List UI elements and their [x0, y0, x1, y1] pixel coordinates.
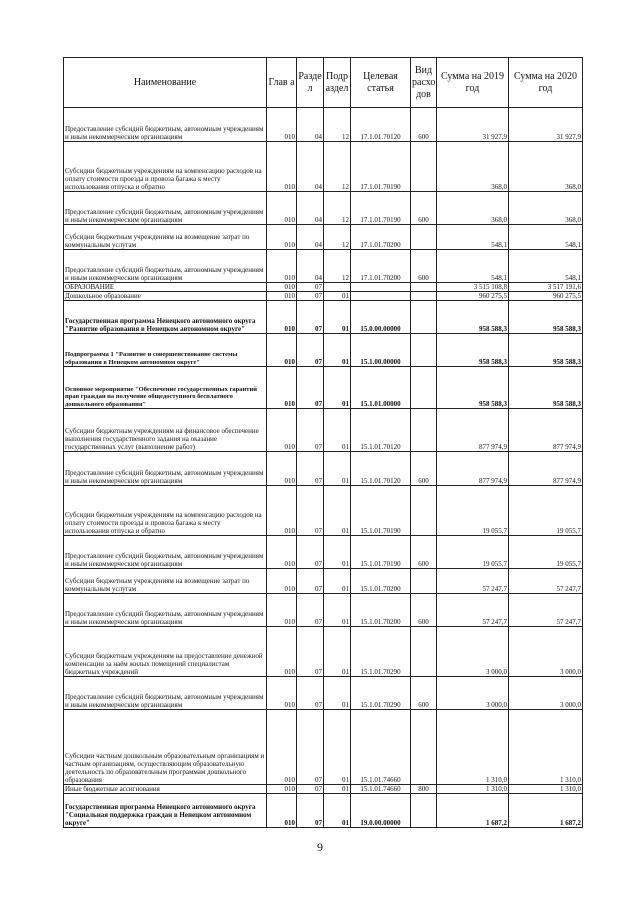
header-razdel: Разде л	[297, 58, 324, 108]
row-podrazdel: 12	[324, 192, 351, 225]
table-row	[64, 486, 583, 536]
row-glava: 010	[267, 225, 297, 250]
table-row	[64, 108, 583, 142]
row-razdel: 07	[297, 627, 324, 677]
header-sum-2020: Сумма на 2020 год	[509, 58, 583, 108]
header-row	[64, 58, 583, 108]
row-podrazdel: 01	[324, 334, 351, 367]
row-sum-2019: 3 515 108,8	[437, 283, 509, 292]
row-name: Субсидии бюджетным учреждениям на предоставление денежной компенсации за наём жилых помещений специалистам бюджетных учреждений	[64, 627, 267, 677]
row-sum-2019: 877 974,9	[437, 409, 509, 452]
row-sum-2020: 3 517 191,6	[509, 283, 583, 292]
row-sum-2019: 19 055,7	[437, 486, 509, 536]
budget-table	[63, 57, 583, 828]
row-vid	[411, 569, 437, 594]
row-glava: 010	[267, 301, 297, 334]
row-name: Субсидии бюджетным учреждениям на возмещение затрат по коммунальным услугам	[64, 569, 267, 594]
row-sum-2020: 3 000,0	[509, 677, 583, 710]
row-glava: 010	[267, 794, 297, 828]
row-vid	[411, 292, 437, 301]
row-sum-2019: 1 687,2	[437, 794, 509, 828]
row-glava: 010	[267, 452, 297, 486]
row-sum-2019: 1 310,0	[437, 710, 509, 785]
table-row	[64, 594, 583, 627]
row-name: Государственная программа Ненецкого автономного округа "Развитие образования в Ненецком автономном округе"	[64, 301, 267, 334]
row-sum-2019: 368,0	[437, 192, 509, 225]
row-celevaya: 15.0.00.00000	[351, 301, 411, 334]
row-name: Подпрограмма 1 "Развитие и совершенствование системы образования в Ненецком автономном округе"	[64, 334, 267, 367]
row-razdel: 04	[297, 142, 324, 192]
row-sum-2019: 19 055,7	[437, 536, 509, 569]
row-glava: 010	[267, 283, 297, 292]
table-row	[64, 794, 583, 828]
table-row	[64, 785, 583, 794]
row-podrazdel: 12	[324, 142, 351, 192]
row-vid	[411, 794, 437, 828]
table-row	[64, 250, 583, 283]
row-vid: 600	[411, 594, 437, 627]
row-podrazdel: 12	[324, 225, 351, 250]
row-glava: 010	[267, 142, 297, 192]
row-sum-2020: 877 974,9	[509, 452, 583, 486]
row-name: Государственная программа Ненецкого автономного округа "Социальная поддержка граждан в Ненецком автономном округе"	[64, 794, 267, 828]
row-glava: 010	[267, 594, 297, 627]
row-sum-2020: 1 687,2	[509, 794, 583, 828]
row-celevaya: 17.1.01.70200	[351, 225, 411, 250]
row-glava: 010	[267, 108, 297, 142]
row-razdel: 07	[297, 536, 324, 569]
row-sum-2020: 57 247,7	[509, 569, 583, 594]
row-vid: 600	[411, 108, 437, 142]
row-name: Предоставление субсидий бюджетным, автономным учреждениям и иным некоммерческим организациям	[64, 677, 267, 710]
header-vid: Вид расхо дов	[411, 58, 437, 108]
row-podrazdel	[324, 283, 351, 292]
row-razdel: 04	[297, 225, 324, 250]
table-row	[64, 334, 583, 367]
row-razdel: 07	[297, 292, 324, 301]
row-podrazdel: 01	[324, 677, 351, 710]
row-glava: 010	[267, 409, 297, 452]
row-podrazdel: 01	[324, 569, 351, 594]
row-sum-2019: 57 247,7	[437, 569, 509, 594]
row-sum-2019: 548,1	[437, 250, 509, 283]
table-row	[64, 192, 583, 225]
row-celevaya: 15.1.01.74660	[351, 710, 411, 785]
table-row	[64, 569, 583, 594]
row-celevaya: 15.1.01.70290	[351, 627, 411, 677]
table-row	[64, 301, 583, 334]
row-sum-2020: 57 247,7	[509, 594, 583, 627]
row-celevaya: 15.1.01.70120	[351, 409, 411, 452]
header-name: Наименование	[64, 58, 267, 108]
row-celevaya: 17.1.01.70190	[351, 192, 411, 225]
row-name: Предоставление субсидий бюджетным, автономным учреждениям и иным некоммерческим организациям	[64, 536, 267, 569]
row-razdel: 07	[297, 569, 324, 594]
row-sum-2019: 3 000,0	[437, 627, 509, 677]
row-name: Дошкольное образование	[64, 292, 267, 301]
row-sum-2019: 960 275,5	[437, 292, 509, 301]
row-name: Субсидии бюджетным учреждениям на возмещение затрат по коммунальным услугам	[64, 225, 267, 250]
row-vid: 600	[411, 677, 437, 710]
row-glava: 010	[267, 250, 297, 283]
table-row	[64, 409, 583, 452]
row-podrazdel: 01	[324, 452, 351, 486]
row-vid: 600	[411, 452, 437, 486]
row-name: Предоставление субсидий бюджетным, автономным учреждениям и иным некоммерческим организациям	[64, 594, 267, 627]
row-podrazdel: 12	[324, 108, 351, 142]
row-sum-2019: 958 588,3	[437, 301, 509, 334]
row-name: Субсидии бюджетным учреждениям на компенсацию расходов на оплату стоимости проезда и провоза багажа к месту использования отпуска и обратно	[64, 142, 267, 192]
row-celevaya: 15.1.01.70190	[351, 536, 411, 569]
row-podrazdel: 12	[324, 250, 351, 283]
row-podrazdel: 01	[324, 536, 351, 569]
row-sum-2020: 3 000,0	[509, 627, 583, 677]
row-name: ОБРАЗОВАНИЕ	[64, 283, 267, 292]
row-celevaya: 15.1.01.70120	[351, 452, 411, 486]
row-glava: 010	[267, 486, 297, 536]
row-razdel: 04	[297, 108, 324, 142]
table-row	[64, 452, 583, 486]
row-glava: 010	[267, 627, 297, 677]
row-vid	[411, 225, 437, 250]
row-celevaya: 15.1.01.70200	[351, 569, 411, 594]
row-celevaya: 15.1.01.70200	[351, 594, 411, 627]
row-vid: 600	[411, 536, 437, 569]
table-row	[64, 292, 583, 301]
row-glava: 010	[267, 536, 297, 569]
row-name: Предоставление субсидий бюджетным, автономным учреждениям и иным некоммерческим организациям	[64, 250, 267, 283]
table-body	[64, 108, 583, 828]
row-podrazdel: 01	[324, 486, 351, 536]
table-row	[64, 283, 583, 292]
row-razdel: 07	[297, 710, 324, 785]
row-razdel: 04	[297, 250, 324, 283]
row-sum-2020: 31 927,9	[509, 108, 583, 142]
row-razdel: 04	[297, 192, 324, 225]
row-sum-2019: 57 247,7	[437, 594, 509, 627]
row-celevaya: 15.1.01.70190	[351, 486, 411, 536]
row-podrazdel: 01	[324, 785, 351, 794]
row-sum-2019: 958 588,3	[437, 334, 509, 367]
row-vid	[411, 710, 437, 785]
row-podrazdel: 01	[324, 710, 351, 785]
row-sum-2020: 958 588,3	[509, 334, 583, 367]
table-row	[64, 710, 583, 785]
row-name: Предоставление субсидий бюджетным, автономным учреждениям и иным некоммерческим организациям	[64, 192, 267, 225]
row-celevaya	[351, 283, 411, 292]
header-glava: Глав а	[267, 58, 297, 108]
row-sum-2020: 19 055,7	[509, 536, 583, 569]
row-podrazdel: 01	[324, 794, 351, 828]
row-sum-2019: 1 310,0	[437, 785, 509, 794]
row-razdel: 07	[297, 283, 324, 292]
header-podrazdel: Подр аздел	[324, 58, 351, 108]
row-glava: 010	[267, 569, 297, 594]
row-name: Предоставление субсидий бюджетным, автономным учреждениям и иным некоммерческим организациям	[64, 108, 267, 142]
table-row	[64, 677, 583, 710]
row-sum-2020: 368,0	[509, 142, 583, 192]
row-celevaya	[351, 292, 411, 301]
table-row	[64, 367, 583, 409]
row-sum-2019: 548,1	[437, 225, 509, 250]
row-sum-2020: 958 588,3	[509, 301, 583, 334]
row-name: Субсидии бюджетным учреждениям на финансовое обеспечение выполнения государственного задания на оказание государственных услуг (выполнение работ)	[64, 409, 267, 452]
table-row	[64, 627, 583, 677]
row-celevaya: 15.1.01.74660	[351, 785, 411, 794]
row-razdel: 07	[297, 486, 324, 536]
row-vid	[411, 409, 437, 452]
row-glava: 010	[267, 677, 297, 710]
row-vid: 800	[411, 785, 437, 794]
header-celevaya: Целевая статья	[351, 58, 411, 108]
row-podrazdel: 01	[324, 594, 351, 627]
row-sum-2020: 960 275,5	[509, 292, 583, 301]
row-vid	[411, 301, 437, 334]
row-podrazdel: 01	[324, 409, 351, 452]
row-podrazdel: 01	[324, 301, 351, 334]
row-razdel: 07	[297, 452, 324, 486]
row-glava: 010	[267, 292, 297, 301]
row-glava: 010	[267, 334, 297, 367]
row-sum-2019: 368,0	[437, 142, 509, 192]
row-celevaya: 17.1.01.70200	[351, 250, 411, 283]
row-vid	[411, 283, 437, 292]
row-glava: 010	[267, 367, 297, 409]
row-sum-2020: 1 310,0	[509, 710, 583, 785]
table-row	[64, 536, 583, 569]
row-razdel: 07	[297, 367, 324, 409]
row-vid: 600	[411, 250, 437, 283]
row-podrazdel: 01	[324, 367, 351, 409]
row-razdel: 07	[297, 409, 324, 452]
row-name: Предоставление субсидий бюджетным, автономным учреждениям и иным некоммерческим организациям	[64, 452, 267, 486]
row-razdel: 07	[297, 301, 324, 334]
table-row	[64, 225, 583, 250]
row-sum-2019: 958 588,3	[437, 367, 509, 409]
row-razdel: 07	[297, 677, 324, 710]
table-row	[64, 142, 583, 192]
row-sum-2020: 1 310,0	[509, 785, 583, 794]
row-sum-2020: 548,1	[509, 250, 583, 283]
row-vid	[411, 627, 437, 677]
row-glava: 010	[267, 710, 297, 785]
row-sum-2019: 31 927,9	[437, 108, 509, 142]
row-celevaya: 15.1.00.00000	[351, 334, 411, 367]
row-celevaya: 17.1.01.70190	[351, 142, 411, 192]
row-glava: 010	[267, 785, 297, 794]
row-vid	[411, 486, 437, 536]
row-podrazdel: 01	[324, 627, 351, 677]
page-number: 9	[317, 840, 323, 854]
row-sum-2020: 548,1	[509, 225, 583, 250]
row-vid: 600	[411, 192, 437, 225]
row-sum-2020: 958 588,3	[509, 367, 583, 409]
row-name: Основное мероприятие "Обеспечение государственных гарантий прав граждан на получение общедоступного бесплатного дошкольного образования"	[64, 367, 267, 409]
row-name: Иные бюджетные ассигнования	[64, 785, 267, 794]
row-vid	[411, 334, 437, 367]
row-celevaya: 17.1.01.70120	[351, 108, 411, 142]
row-podrazdel: 01	[324, 292, 351, 301]
row-name: Субсидии частным дошкольным образовательным организациям и частным организациям, осуществляющим образовательную деятельность по образовательным программам дошкольного образования	[64, 710, 267, 785]
row-razdel: 07	[297, 334, 324, 367]
row-sum-2019: 3 000,0	[437, 677, 509, 710]
row-name: Субсидии бюджетным учреждениям на компенсацию расходов на оплату стоимости проезда и провоза багажа к месту использования отпуска и обратно	[64, 486, 267, 536]
row-vid	[411, 142, 437, 192]
row-razdel: 07	[297, 785, 324, 794]
row-sum-2019: 877 974,9	[437, 452, 509, 486]
row-razdel: 07	[297, 594, 324, 627]
row-sum-2020: 877 974,9	[509, 409, 583, 452]
row-razdel: 07	[297, 794, 324, 828]
row-celevaya: 19.0.00.00000	[351, 794, 411, 828]
row-celevaya: 15.1.01.70290	[351, 677, 411, 710]
header-sum-2019: Сумма на 2019 год	[437, 58, 509, 108]
row-glava: 010	[267, 192, 297, 225]
row-sum-2020: 368,0	[509, 192, 583, 225]
row-sum-2020: 19 055,7	[509, 486, 583, 536]
row-vid	[411, 367, 437, 409]
row-celevaya: 15.1.01.00000	[351, 367, 411, 409]
